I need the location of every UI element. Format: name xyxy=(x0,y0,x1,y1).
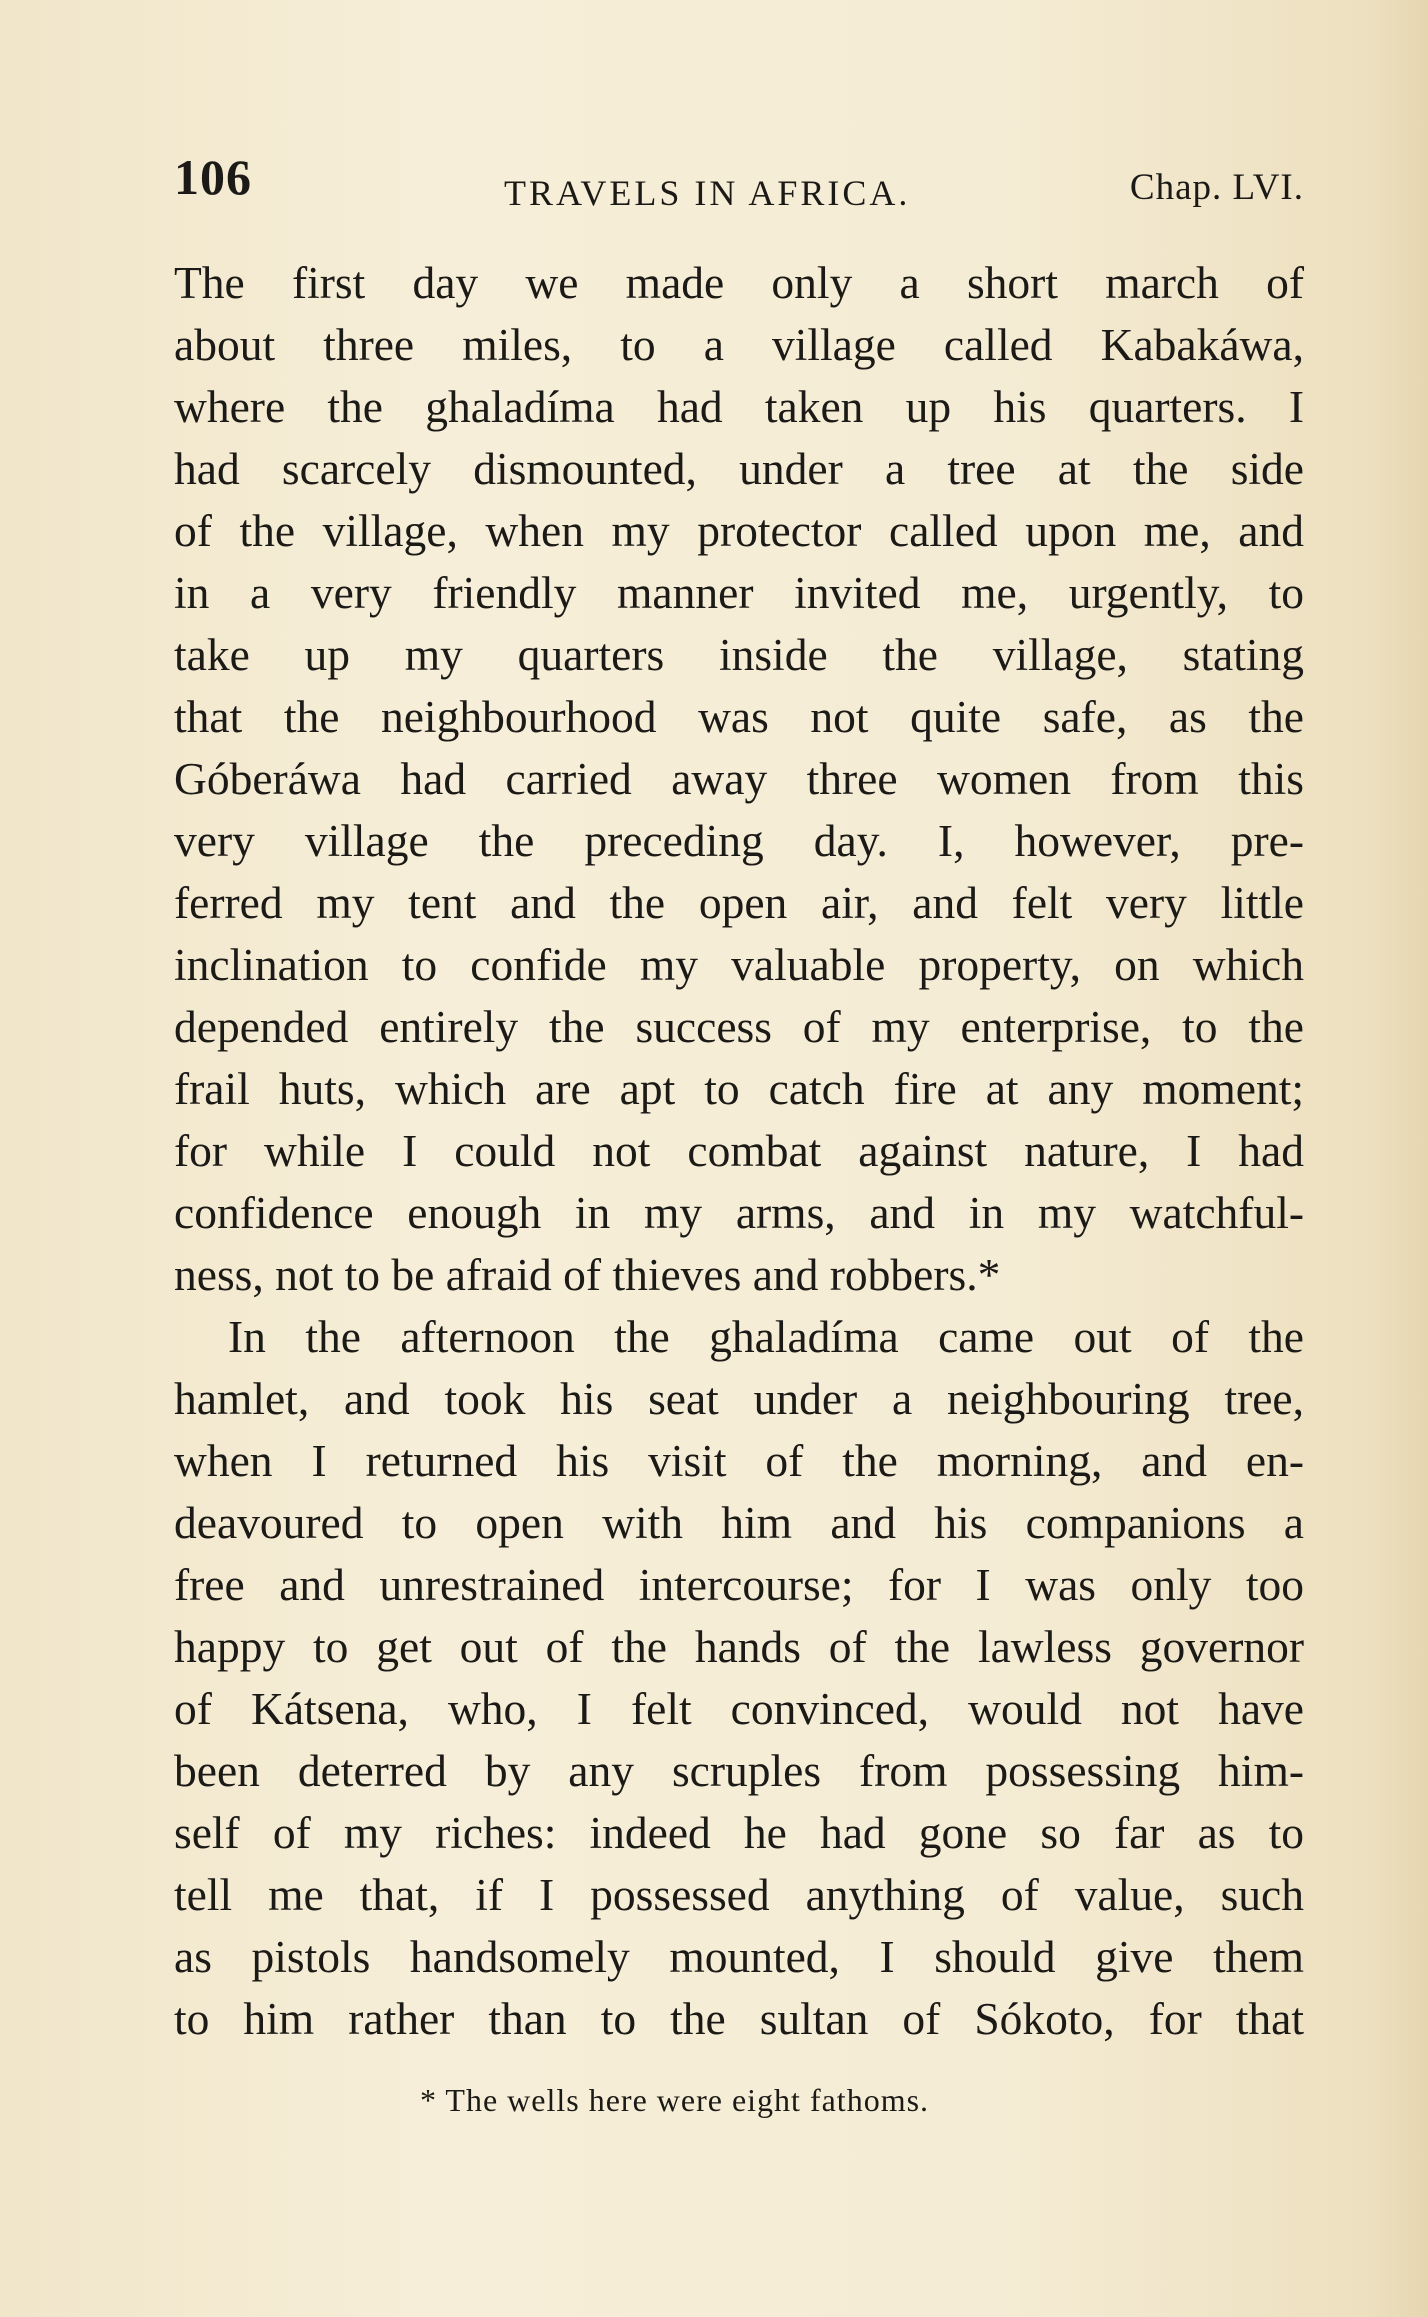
page-number: 106 xyxy=(174,149,252,205)
text-line: deavoured to open with him and his companions a xyxy=(174,1497,1304,1548)
text-line: for while I could not combat against nature, I had xyxy=(174,1125,1304,1176)
text-line: been deterred by any scruples from possessing him- xyxy=(174,1745,1304,1796)
text-line: hamlet, and took his seat under a neighbouring tree, xyxy=(174,1373,1304,1424)
text-line: tell me that, if I possessed anything of value, such xyxy=(174,1869,1304,1920)
text-line: take up my quarters inside the village, stating xyxy=(174,629,1304,680)
text-line: of Kátsena, who, I felt convinced, would not have xyxy=(174,1683,1304,1734)
text-line: to him rather than to the sultan of Sókoto, for that xyxy=(174,1993,1304,2044)
text-line: of the village, when my protector called upon me, and xyxy=(174,505,1304,556)
text-line: happy to get out of the hands of the lawless governor xyxy=(174,1621,1304,1672)
text-line: very village the preceding day. I, however, pre- xyxy=(174,815,1304,866)
footnote: * The wells here were eight fathoms. xyxy=(420,2082,930,2118)
text-line: where the ghaladíma had taken up his quarters. I xyxy=(174,381,1304,432)
text-line: In the afternoon the ghaladíma came out of the xyxy=(228,1311,1304,1362)
text-line: when I returned his visit of the morning, and en- xyxy=(174,1435,1304,1486)
text-line: depended entirely the success of my enterprise, to the xyxy=(174,1001,1304,1052)
chapter-label: Chap. LVI. xyxy=(1129,167,1304,208)
text-line: confidence enough in my arms, and in my watchful- xyxy=(174,1187,1304,1238)
text-line: had scarcely dismounted, under a tree at the side xyxy=(174,443,1304,494)
text-line: The first day we made only a short march of xyxy=(174,257,1304,308)
body-text xyxy=(174,252,1304,2050)
text-line: frail huts, which are apt to catch fire at any moment; xyxy=(174,1063,1304,1114)
text-line: self of my riches: indeed he had gone so far as to xyxy=(174,1807,1304,1858)
text-line: about three miles, to a village called Kabakáwa, xyxy=(174,319,1304,370)
text-line: free and unrestrained intercourse; for I was only too xyxy=(174,1559,1304,1610)
page-header xyxy=(174,148,1304,218)
text-line: as pistols handsomely mounted, I should give them xyxy=(174,1931,1304,1982)
running-title: TRAVELS IN AFRICA. xyxy=(504,173,911,213)
text-line: ness, not to be afraid of thieves and robbers.* xyxy=(174,1249,1001,1300)
text-line: inclination to confide my valuable property, on which xyxy=(174,939,1304,990)
text-line: that the neighbourhood was not quite safe, as the xyxy=(174,691,1304,742)
text-line: Góberáwa had carried away three women from this xyxy=(174,753,1304,804)
text-line: ferred my tent and the open air, and felt very little xyxy=(174,877,1304,928)
text-line: in a very friendly manner invited me, urgently, to xyxy=(174,567,1304,618)
